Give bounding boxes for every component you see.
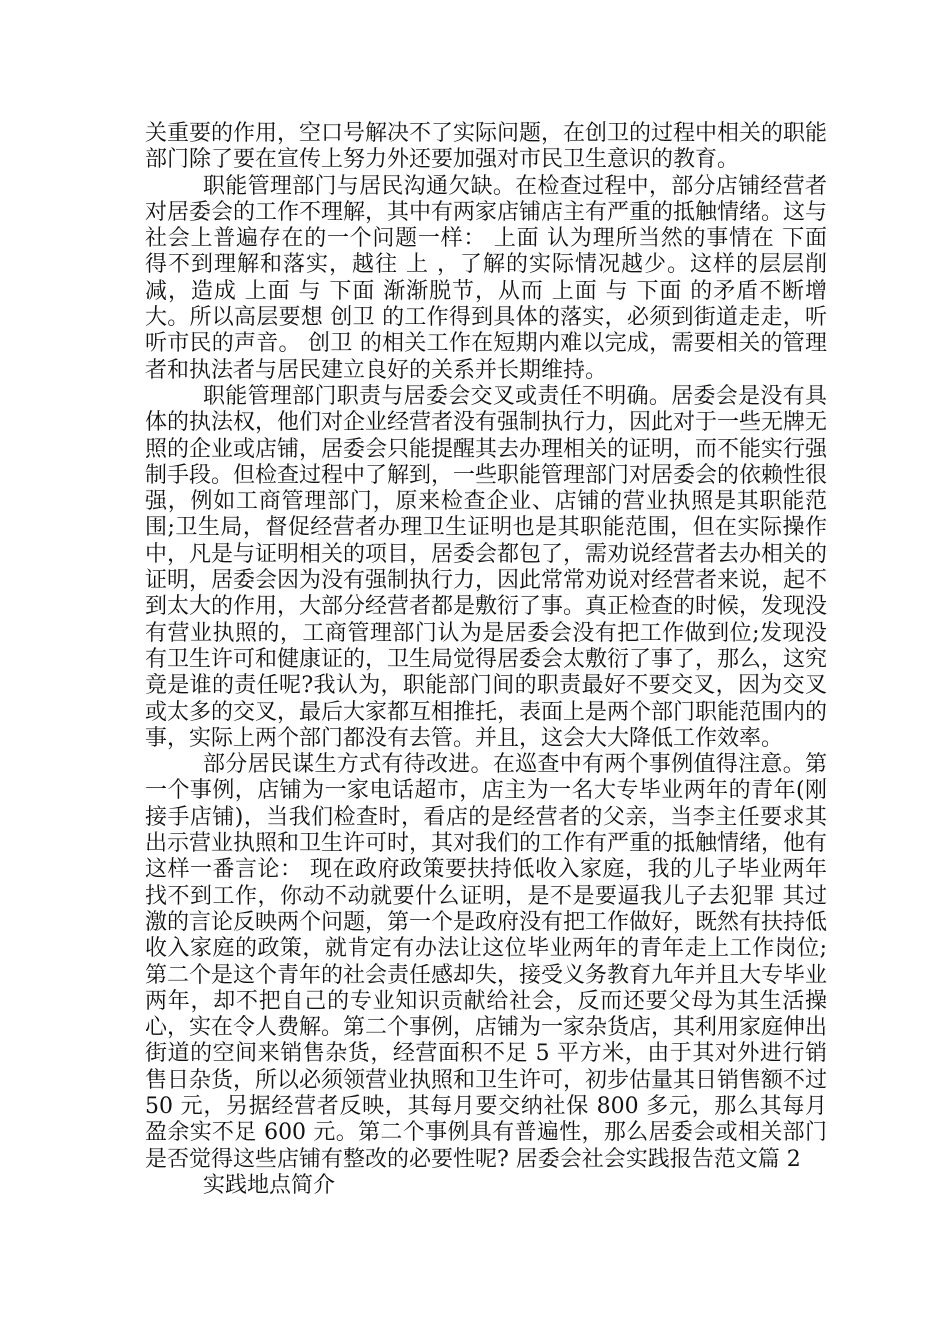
paragraph-livelihood: 部分居民谋生方式有待改进。在巡查中有两个事例值得注意。第一个事例，店铺为一家电话超市，店主为一名大专毕业两年的青年(刚接手店铺)，当我们检查时，看店的是经营者的父亲，当李主任要求其出示营业执照和卫生许可时，其对我们的工作有严重的抵触情绪，他有这样一番言论： 现在政府政策要扶持低收入家庭，我的儿子毕业两年找不到工作，你动不动就要什么证明，是不是要逼我儿子去犯罪 其过激的言论反映两个问题，第一个是政府没有把工作做好，既然有扶持低收入家庭的政策，就肯定有办法让这位毕业两年的青年走上工作岗位;第二个是这个青年的社会责任感却失，接受义务教育九年并且大专毕业两年，却不把自己的专业知识贡献给社会，反而还要父母为其生活操心，实在令人费解。第二个事例，店铺为一家杂货店，其利用家庭伸出街道的空间来销售杂货，经营面积不足 5 平方米，由于其对外进行销售日杂货，所以必须领营业执照和卫生许可，初步估量其日销售额不过 50 元，另据经营者反映，其每月要交纳社保 800 多元，那么其每月盈余实不足 600 元。第二个事例具有普遍性，那么居委会或相关部门是否觉得这些店铺有整改的必要性呢? 居委会社会实践报告范文篇 2 [145,752,828,1172]
document-body [145,121,827,1199]
paragraph-continuation: 关重要的作用，空口号解决不了实际问题，在创卫的过程中相关的职能部门除了要在宣传上努力外还要加强对市民卫生意识的教育。 [145,121,828,173]
paragraph-responsibility: 职能管理部门职责与居委会交叉或责任不明确。居委会是没有具体的执法权，他们对企业经营者没有强制执行力，因此对于一些无牌无照的企业或店铺，居委会只能提醒其去办理相关的证明，而不能实行强制手段。但检查过程中了解到，一些职能管理部门对居委会的依赖性很强，例如工商管理部门，原来检查企业、店铺的营业执照是其职能范围;卫生局，督促经营者办理卫生证明也是其职能范围，但在实际操作中，凡是与证明相关的项目，居委会都包了，需劝说经营者去办相关的证明，居委会因为没有强制执行力，因此常常劝说对经营者来说，起不到太大的作用，大部分经营者都是敷衍了事。真正检查的时候，发现没有营业执照的，工商管理部门认为是居委会没有把工作做到位;发现没有卫生许可和健康证的，卫生局觉得居委会太敷衍了事了，那么，这究竟是谁的责任呢?我认为，职能部门间的职责最好不要交叉，因为交叉或太多的交叉，最后大家都互相推托，表面上是两个部门职能范围内的事，实际上两个部门都没有去管。并且，这会大大降低工作效率。 [145,383,828,751]
paragraph-site-intro: 实践地点简介 [203,1172,336,1198]
paragraph-communication: 职能管理部门与居民沟通欠缺。在检查过程中，部分店铺经营者对居委会的工作不理解，其中有两家店铺店主有严重的抵触情绪。这与社会上普遍存在的一个问题一样： 上面 认为理所当然的事情在 下面 得不到理解和落实，越往 上 ，了解的实际情况越少。这样的层层削减，造成 上面 与 下面 渐渐脱节，从而 上面 与 下面 的矛盾不断增大。所以高层要想 创卫 的工作得到具体的落实，必须到街道走走，听听市民的声音。 创卫 的相关工作在短期内难以完成，需要相关的管理者和执法者与居民建立良好的关系并长期维持。 [145,173,828,383]
